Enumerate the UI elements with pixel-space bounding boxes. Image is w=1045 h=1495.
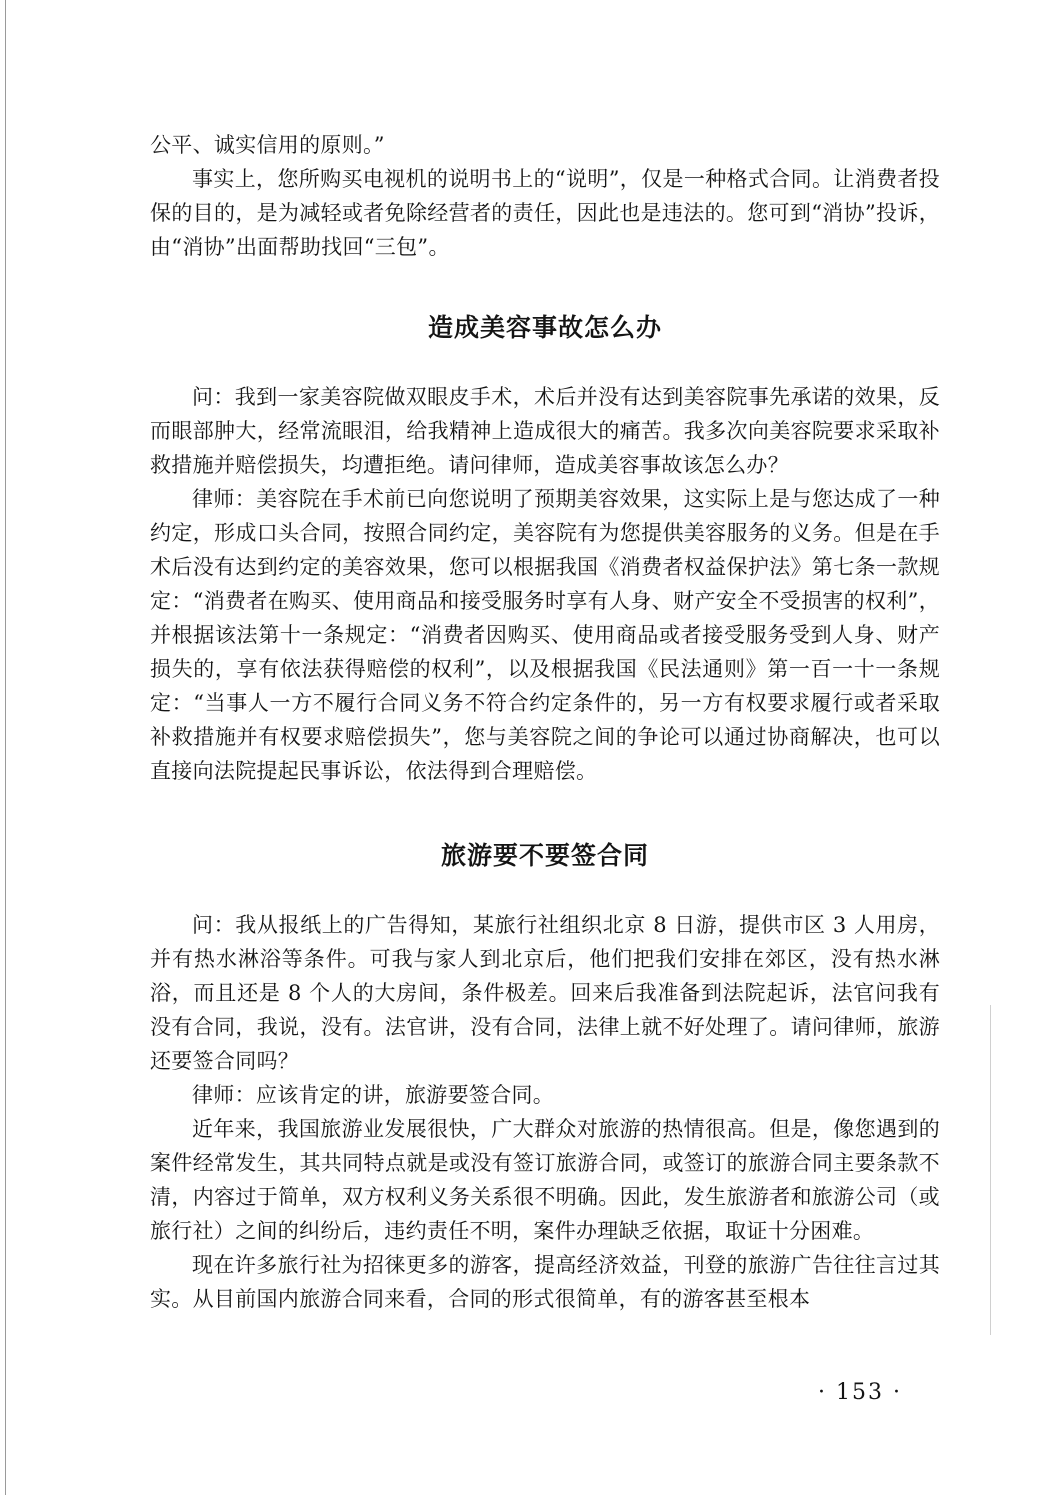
paragraph-tv-manual: 事实上，您所购买电视机的说明书上的“说明”，仅是一种格式合同。让消费者投保的目的，是为减轻或者免除经营者的责任，因此也是违法的。您可到“消协”投诉，由“消协”出面帮助找回“三包”。 xyxy=(150,167,940,259)
page-body xyxy=(150,128,940,1316)
travel-paragraph-ads: 现在许多旅行社为招徕更多的游客，提高经济效益，刊登的旅游广告往往言过其实。从目前国内旅游合同来看，合同的形式很简单，有的游客甚至根本 xyxy=(150,1253,940,1311)
travel-answer-short: 律师：应该肯定的讲，旅游要签合同。 xyxy=(192,1083,555,1107)
continued-paragraph: 公平、诚实信用的原则。” xyxy=(150,133,385,157)
beauty-answer: 律师：美容院在手术前已向您说明了预期美容效果，这实际上是与您达成了一种约定，形成口头合同，按照合同约定，美容院有为您提供美容服务的义务。但是在手术后没有达到约定的美容效果，您可以根据我国《消费者权益保护法》第七条一款规定：“消费者在购买、使用商品和接受服务时享有人身、财产安全不受损害的权利”，并根据该法第十一条规定：“消费者因购买、使用商品或者接受服务受到人身、财产损失的，享有依法获得赔偿的权利”，以及根据我国《民法通则》第一百一十一条规定：“当事人一方不履行合同义务不符合约定条件的，另一方有权要求履行或者采取补救措施并有权要求赔偿损失”，您与美容院之间的争论可以通过协商解决，也可以直接向法院提起民事诉讼，依法得到合理赔偿。 xyxy=(150,487,940,783)
travel-question: 问：我从报纸上的广告得知，某旅行社组织北京 8 日游，提供市区 3 人用房，并有热水淋浴等条件。可我与家人到北京后，他们把我们安排在郊区，没有热水淋浴，而且还是 8 个人的大房间，条件极差。回来后我准备到法院起诉，法官问我有没有合同，我说，没有。法官讲，没有合同，法律上就不好处理了。请问律师，旅游还要签合同吗？ xyxy=(150,913,940,1073)
section-title-beauty-accident: 造成美容事故怎么办 xyxy=(427,313,662,342)
page-number: · 153 · xyxy=(818,1380,902,1405)
travel-paragraph-industry: 近年来，我国旅游业发展很快，广大群众对旅游的热情很高。但是，像您遇到的案件经常发生，其共同特点就是或没有签订旅游合同，或签订的旅游合同主要条款不清，内容过于简单，双方权利义务关系很不明确。因此，发生旅游者和旅游公司（或旅行社）之间的纠纷后，违约责任不明，案件办理缺乏依据，取证十分困难。 xyxy=(150,1117,940,1243)
section-title-travel-contract: 旅游要不要签合同 xyxy=(440,841,649,870)
scan-edge-line xyxy=(5,0,6,1495)
beauty-question: 问：我到一家美容院做双眼皮手术，术后并没有达到美容院事先承诺的效果，反而眼部肿大，经常流眼泪，给我精神上造成很大的痛苦。我多次向美容院要求采取补救措施并赔偿损失，均遭拒绝。请问律师，造成美容事故该怎么办？ xyxy=(150,385,940,477)
scan-margin-mark xyxy=(990,1005,991,1335)
